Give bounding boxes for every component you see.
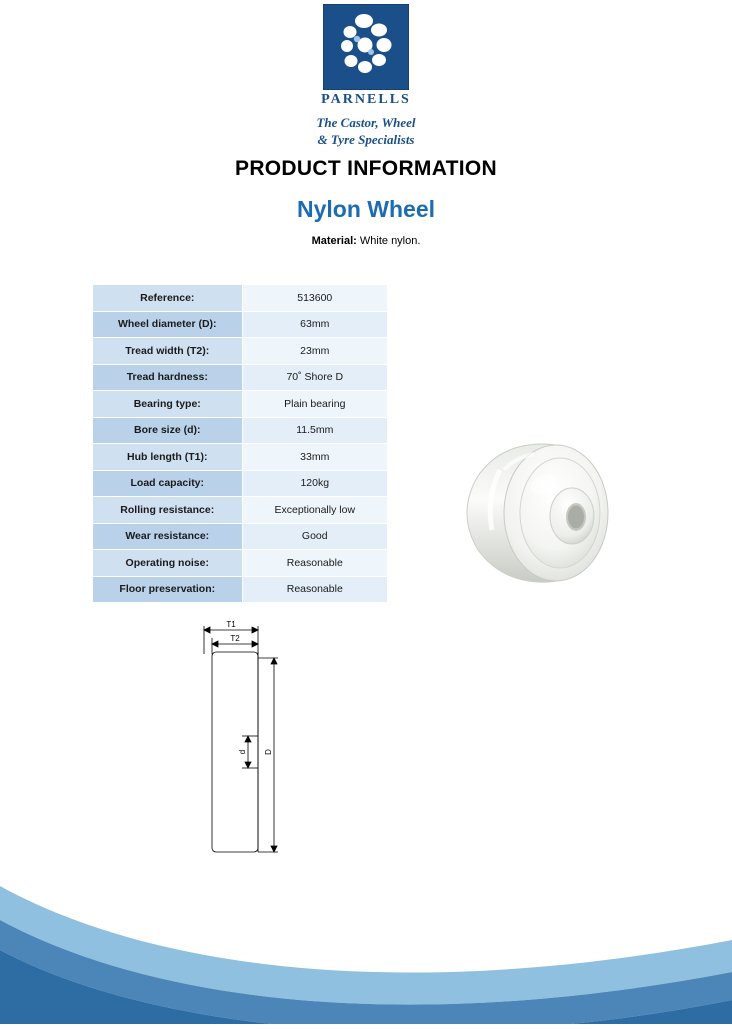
dim-label-d-bore: d [238, 749, 247, 755]
brand-name: PARNELLS [321, 92, 411, 107]
brand-tagline-line2: & Tyre Specialists [317, 132, 415, 147]
spec-value: Plain bearing [242, 391, 387, 418]
spec-label: Wear resistance: [93, 523, 243, 550]
parnells-logo-icon [323, 4, 409, 90]
specification-table [92, 284, 388, 603]
table-row [93, 444, 388, 471]
spec-label: Wheel diameter (D): [93, 311, 243, 338]
material-label: Material: [311, 235, 357, 247]
specification-table-body [93, 285, 388, 603]
footer-decoration [0, 824, 732, 1024]
material-value: White nylon. [359, 235, 421, 247]
spec-value: Reasonable [242, 576, 387, 603]
spec-value: Good [242, 523, 387, 550]
spec-label: Bearing type: [93, 391, 243, 418]
spec-value: 120kg [242, 470, 387, 497]
dim-label-t1: T1 [226, 620, 236, 629]
product-photo [448, 418, 648, 608]
table-row [93, 550, 388, 577]
spec-value: Reasonable [242, 550, 387, 577]
spec-value: 23mm [242, 338, 387, 365]
table-row [93, 364, 388, 391]
spec-label: Reference: [93, 285, 243, 312]
spec-label: Load capacity: [93, 470, 243, 497]
spec-label: Tread width (T2): [93, 338, 243, 365]
spec-value: 33mm [242, 444, 387, 471]
table-row [93, 576, 388, 603]
brand-tagline [0, 114, 732, 148]
table-row [93, 311, 388, 338]
table-row [93, 523, 388, 550]
brand-tagline-line1: The Castor, Wheel [316, 115, 416, 130]
dim-label-d-outer: D [264, 749, 273, 755]
spec-value: 11.5mm [242, 417, 387, 444]
table-row [93, 338, 388, 365]
table-row [93, 391, 388, 418]
spec-label: Tread hardness: [93, 364, 243, 391]
spec-label: Operating noise: [93, 550, 243, 577]
document-title: PRODUCT INFORMATION [235, 157, 497, 180]
spec-value: 63mm [242, 311, 387, 338]
table-row [93, 285, 388, 312]
spec-label: Floor preservation: [93, 576, 243, 603]
spec-value: 70˚ Shore D [242, 364, 387, 391]
table-row [93, 417, 388, 444]
spec-value: Exceptionally low [242, 497, 387, 524]
table-row [93, 470, 388, 497]
product-title: Nylon Wheel [296, 196, 435, 222]
spec-label: Hub length (T1): [93, 444, 243, 471]
table-row [93, 497, 388, 524]
brand-logo-block [0, 4, 732, 148]
material-line [0, 235, 732, 247]
spec-label: Bore size (d): [93, 417, 243, 444]
spec-value: 513600 [242, 285, 387, 312]
spec-label: Rolling resistance: [93, 497, 243, 524]
dim-label-t2: T2 [230, 634, 240, 643]
